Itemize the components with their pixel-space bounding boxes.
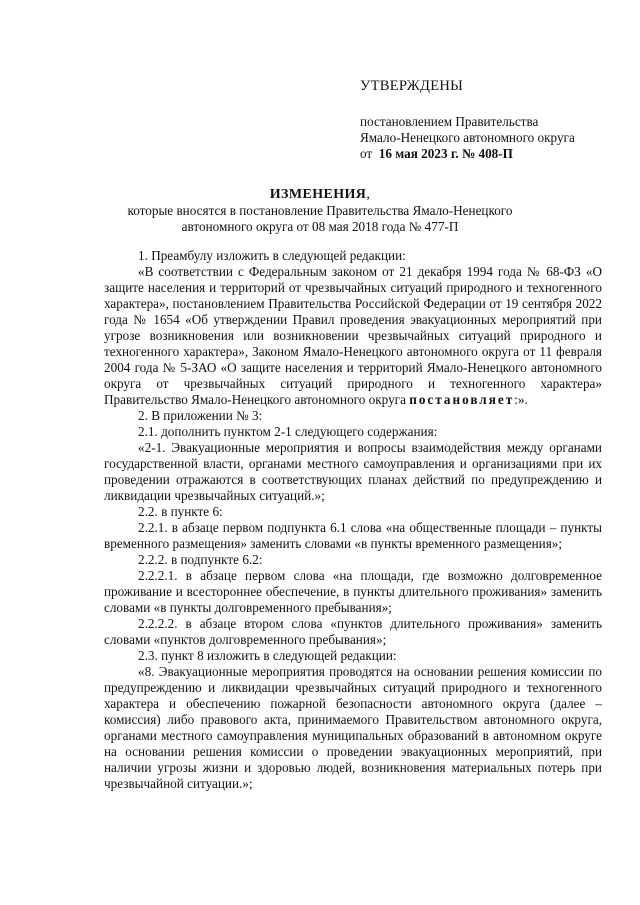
document-title-block (100, 186, 540, 235)
paragraph-2-end: :». (514, 392, 528, 407)
approval-date-prefix: от (360, 146, 373, 161)
approval-date-line (360, 146, 575, 162)
paragraph-7: 2.2.1. в абзаце первом подпункта 6.1 слова «на общественные площади – пункты временного размещения» заменить словами «в пункты временного размещения»; (104, 520, 602, 551)
paragraph-6: 2.2. в пункте 6: (138, 504, 223, 519)
paragraph-3: 2. В приложении № 3: (138, 408, 263, 423)
document-title-suffix: , (366, 187, 371, 202)
paragraph-2-text: «В соответствии с Федеральным законом от 21 декабря 1994 года № 68-ФЗ «О защите населения и территорий от чрезвычайных ситуаций природного и техногенного характера», постановлением Правительства Российской Федерации от 19 сентября 2022 года № 1654 «Об утверждении Правил проведения эвакуационных мероприятий при угрозе возникновения или возникновении чрезвычайных ситуаций природного и техногенного характера», Законом Ямало-Ненецкого автономного округа от 11 февраля 2004 года № 5-ЗАО «О защите населения и территорий Ямало-Ненецкого автономного округа от чрезвычайных ситуаций природного и техногенного характера» Правительство Ямало-Ненецкого автономного округа (104, 264, 602, 407)
document-body (104, 248, 602, 792)
paragraph-10: 2.2.2.2. в абзаце втором слова «пунктов длительного проживания» заменить словами «пунктов долговременного пребывания»; (104, 616, 602, 647)
paragraph-11: 2.3. пункт 8 изложить в следующей редакции: (138, 648, 397, 663)
paragraph-1: 1. Преамбулу изложить в следующей редакции: (138, 248, 406, 263)
paragraph-9: 2.2.2.1. в абзаце первом слова «на площади, где возможно долговременное проживание и всестороннее обеспечение, в пункты длительного проживания» заменить словами «в пункты долговременного пребывания»; (104, 568, 602, 615)
paragraph-12: «8. Эвакуационные мероприятия проводятся на основании решения комиссии по предупреждению и ликвидации чрезвычайных ситуаций природного и техногенного характера и обеспечению пожарной безопасности автономного округа (далее – комиссия) либо правового акта, принимаемого Правительством автономного округа, органами местного самоуправления муниципальных образований в автономном округе на основании решения комиссии о проведении эвакуационных мероприятий, при наличии угрозы жизни и здоровью людей, возникновения материальных потерь при чрезвычайной ситуации.»; (104, 664, 602, 791)
paragraph-4: 2.1. дополнить пунктом 2-1 следующего содержания: (138, 424, 438, 439)
document-subtitle-1: которые вносятся в постановление Правительства Ямало-Ненецкого (127, 203, 513, 218)
document-title (100, 186, 540, 203)
approval-block (360, 114, 575, 162)
document-title-main: ИЗМЕНЕНИЯ (269, 187, 367, 202)
paragraph-5: «2-1. Эвакуационные мероприятия и вопросы взаимодействия между органами государственной власти, органами местного самоуправления и организациями при их проведении отражаются в соответствующих планах действий по предупреждению и ликвидации чрезвычайных ситуаций.»; (104, 440, 602, 503)
approval-line-2: Ямало-Ненецкого автономного округа (360, 130, 575, 145)
paragraph-2 (104, 264, 602, 408)
paragraph-2-decree-word: постановляет (409, 392, 515, 407)
approval-date-value: 16 мая 2023 г. № 408-П (378, 146, 513, 161)
approval-heading: УТВЕРЖДЕНЫ (360, 78, 464, 94)
document-subtitle-2: автономного округа от 08 мая 2018 года № 477-П (181, 219, 459, 234)
approval-line-1: постановлением Правительства (360, 114, 539, 129)
paragraph-8: 2.2.2. в подпункте 6.2: (138, 552, 263, 567)
